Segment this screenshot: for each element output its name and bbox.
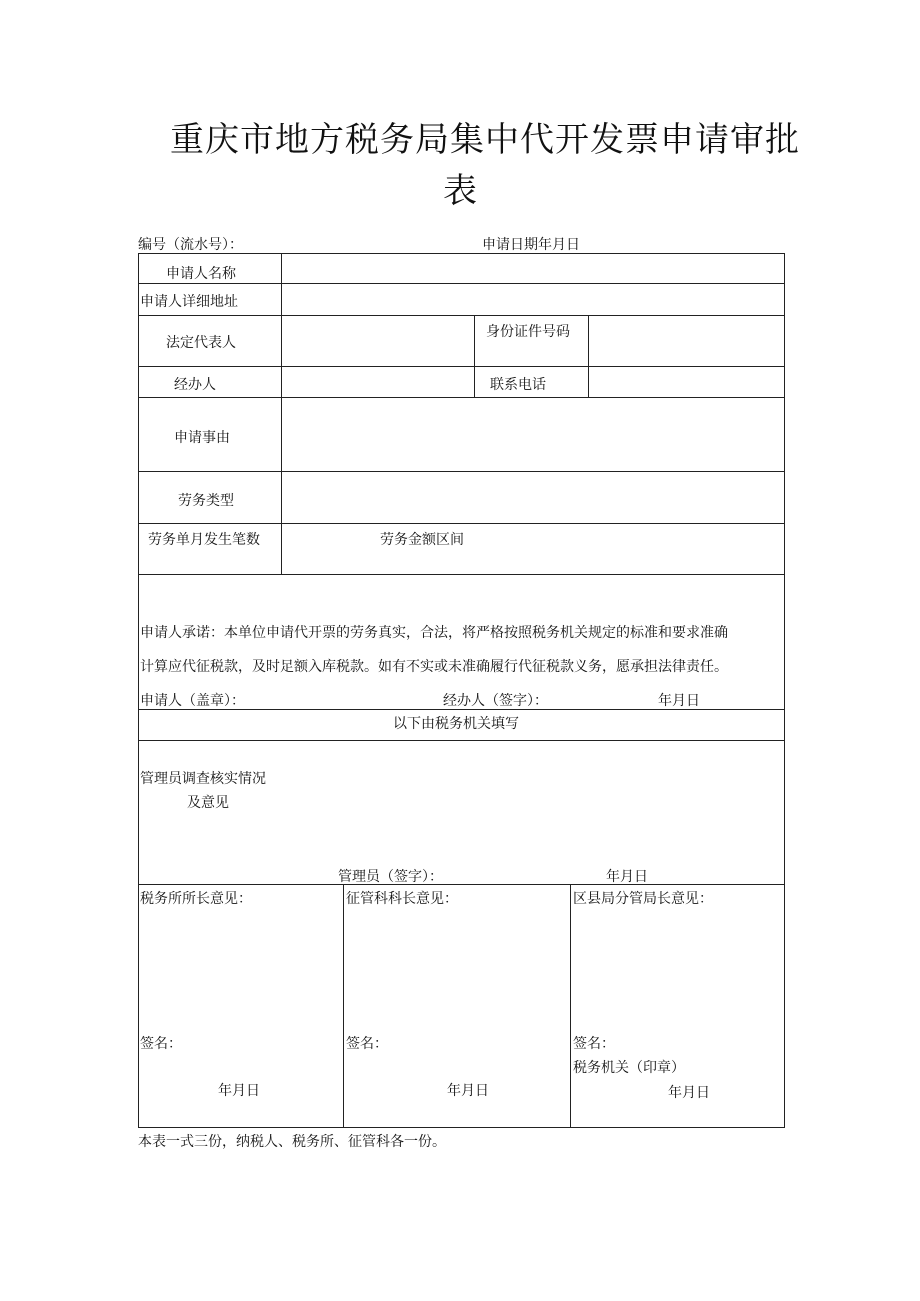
applicant-address-field[interactable] [283,285,783,314]
deputy-director-sign-label: 签名： [573,1036,615,1052]
commitment-text-line1: 申请人承诺：本单位申请代开票的劳务真实，合法，将严格按照税务机关规定的标准和要求准确 [140,625,728,641]
manager-opinion-field[interactable] [140,815,783,860]
row-line [138,283,785,284]
amount-range-field[interactable] [480,525,783,573]
handler-label: 经办人 [174,377,216,393]
row-line [138,253,785,254]
handler-field[interactable] [283,368,473,396]
row-line [138,366,785,367]
tax-section-header: 以下由税务机关填写 [393,716,519,732]
section-chief-opinion-label: 征管科科长意见： [346,891,458,907]
legal-rep-field[interactable] [283,317,473,365]
col-line [343,884,344,1127]
row-line [138,315,785,316]
deputy-director-opinion-label: 区县局分管局长意见： [573,891,713,907]
reason-label: 申请事由 [174,430,230,446]
serial-number-label: 编号（流水号）： [138,237,243,253]
service-type-label: 劳务类型 [178,493,234,509]
row-line [138,397,785,398]
manager-sign-label: 管理员（签字）： [338,869,443,885]
phone-field[interactable] [590,368,783,396]
manager-opinion-label-line2: 及意见 [187,795,229,811]
col-line [588,315,589,397]
service-type-field[interactable] [283,473,783,522]
commitment-date: 年月日 [658,693,700,709]
section-chief-date: 年月日 [447,1083,489,1099]
form-title-line1: 重庆市地方税务局集中代开发票申请审批 [170,120,800,160]
col-line [570,884,571,1127]
section-chief-sign-label: 签名： [346,1036,388,1052]
applicant-address-label: 申请人详细地址 [140,294,238,310]
row-line [138,740,785,741]
commitment-text-line2: 计算应代征税款，及时足额入库税款。如有不实或未准确履行代征税款义务，愿承担法律责任。 [140,659,728,675]
station-chief-sign-label: 签名： [140,1036,182,1052]
id-number-label: 身份证件号码 [486,324,570,340]
station-chief-opinion-label: 税务所所长意见： [140,891,252,907]
phone-label: 联系电话 [490,377,546,393]
reason-field[interactable] [283,399,783,470]
applicant-name-field[interactable] [283,255,783,282]
id-number-field[interactable] [590,317,783,365]
apply-date-label: 申请日期年月日 [482,237,580,253]
row-line [138,884,785,885]
footer-note: 本表一式三份，纳税人、税务所、征管科各一份。 [138,1134,446,1150]
col-line [281,253,282,574]
applicant-name-label: 申请人名称 [166,266,236,282]
monthly-count-label: 劳务单月发生笔数 [148,532,260,548]
manager-date: 年月日 [606,869,648,885]
monthly-count-field[interactable] [283,525,373,573]
col-line [784,253,785,1128]
deputy-director-date: 年月日 [668,1085,710,1101]
applicant-seal-label: 申请人（盖章）： [140,693,245,709]
manager-opinion-label-line1: 管理员调查核实情况 [140,771,266,787]
col-line [474,315,475,397]
legal-rep-label: 法定代表人 [166,335,236,351]
amount-range-label: 劳务金额区间 [380,532,464,548]
form-title-line2: 表 [443,171,478,211]
tax-authority-seal-label: 税务机关（印章） [573,1060,685,1076]
row-line [138,574,785,575]
row-line [138,523,785,524]
col-line [138,253,139,1128]
row-line [138,1127,785,1128]
handler-sign-label: 经办人（签字）： [443,693,548,709]
row-line [138,471,785,472]
station-chief-date: 年月日 [218,1083,260,1099]
